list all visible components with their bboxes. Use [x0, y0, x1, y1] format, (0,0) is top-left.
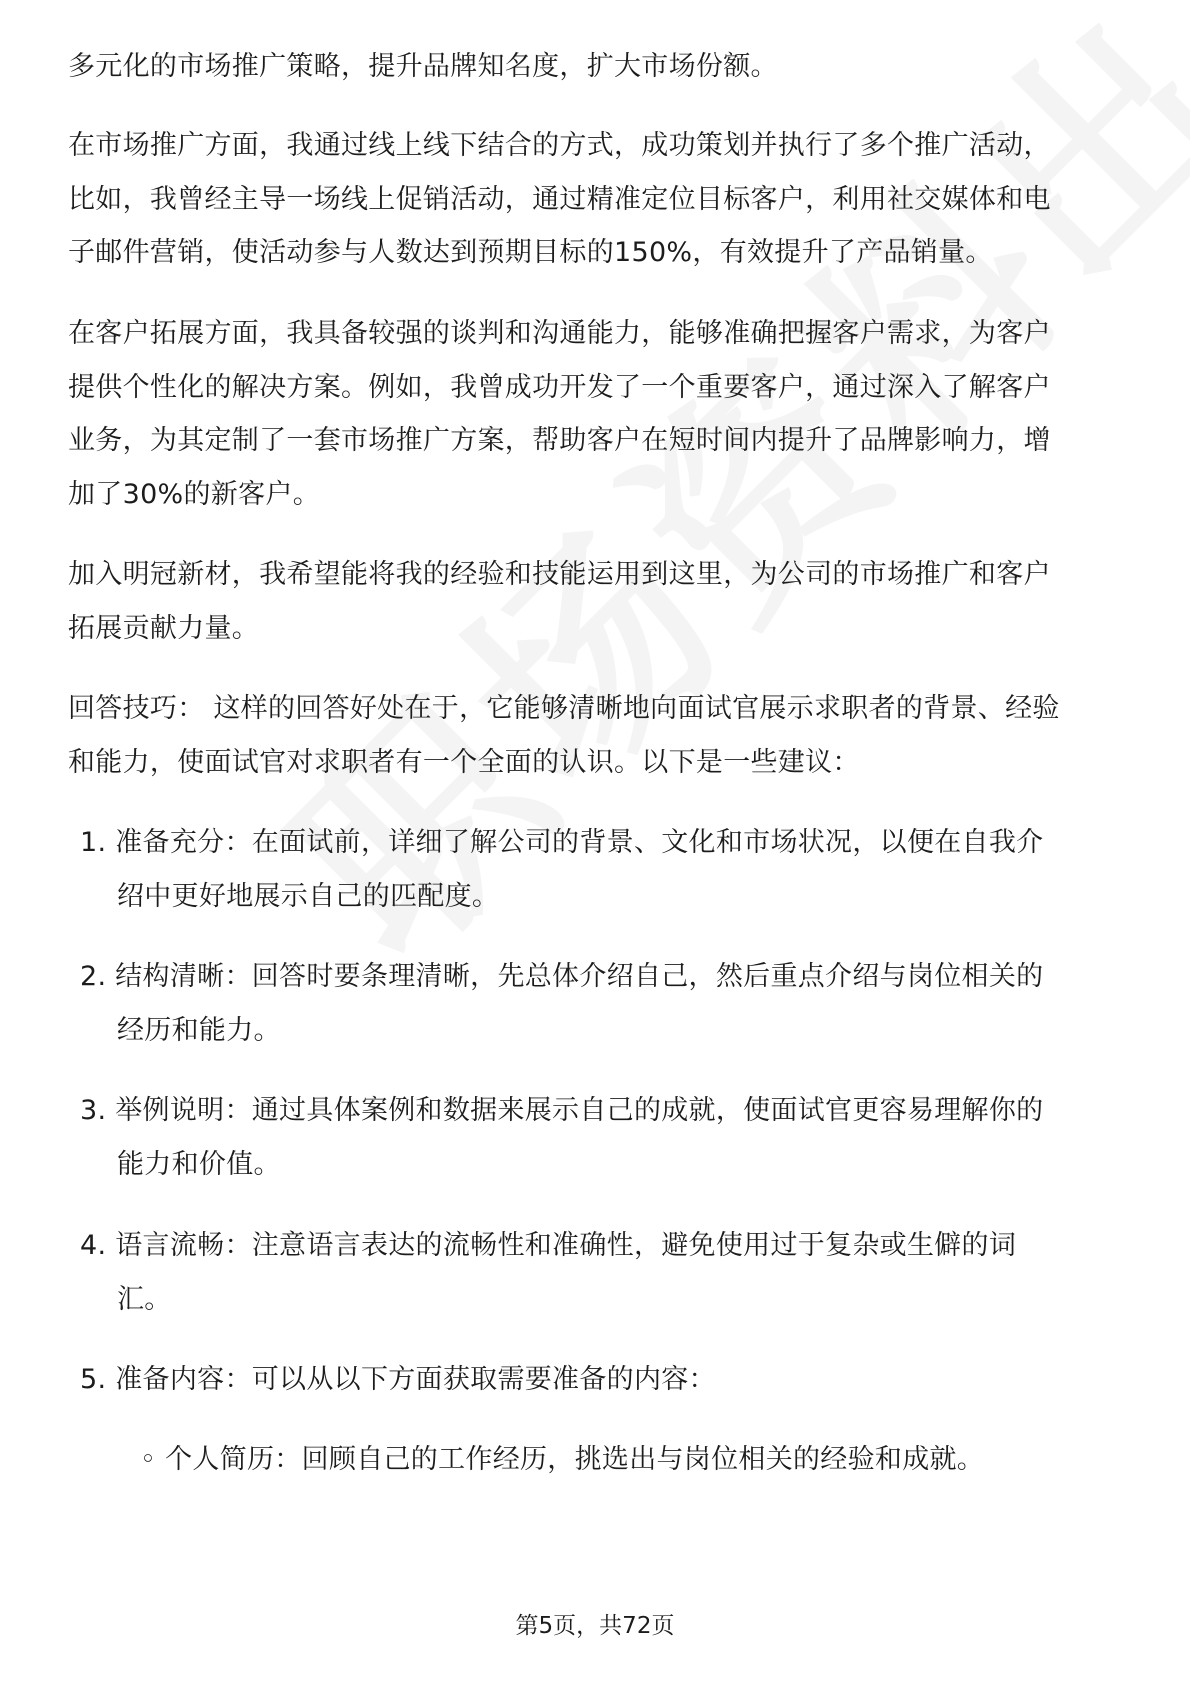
- paragraph-line: 提供个性化的解决方案。例如，我曾成功开发了一个重要客户，通过深入了解客户: [68, 372, 1051, 403]
- sub-list-item: ◦ 个人简历：回顾自己的工作经历，挑选出与岗位相关的经验和成就。: [140, 1444, 985, 1475]
- list-item: 5. 准备内容：可以从以下方面获取需要准备的内容：: [80, 1364, 716, 1395]
- paragraph-line: 加入明冠新材，我希望能将我的经验和技能运用到这里，为公司的市场推广和客户: [68, 559, 1051, 590]
- paragraph-line: 多元化的市场推广策略，提升品牌知名度，扩大市场份额。: [68, 51, 778, 82]
- page-footer: 第5页，共72页: [515, 1613, 675, 1639]
- paragraph-line: 比如，我曾经主导一场线上促销活动，通过精准定位目标客户，利用社交媒体和电: [68, 184, 1051, 215]
- list-item: 1. 准备充分：在面试前，详细了解公司的背景、文化和市场状况，以便在自我介: [80, 827, 1044, 858]
- paragraph-line: 加了30%的新客户。: [68, 479, 321, 510]
- paragraph-line: 业务，为其定制了一套市场推广方案，帮助客户在短时间内提升了品牌影响力，增: [68, 425, 1051, 456]
- list-item-continuation: 汇。: [117, 1284, 172, 1315]
- list-item-continuation: 经历和能力。: [117, 1015, 281, 1046]
- list-item-continuation: 能力和价值。: [117, 1149, 281, 1180]
- paragraph-line: 在客户拓展方面，我具备较强的谈判和沟通能力，能够准确把握客户需求，为客户: [68, 318, 1051, 349]
- list-item: 2. 结构清晰：回答时要条理清晰，先总体介绍自己，然后重点介绍与岗位相关的: [80, 961, 1044, 992]
- paragraph-line: 在市场推广方面，我通过线上线下结合的方式，成功策划并执行了多个推广活动，: [68, 130, 1051, 161]
- paragraph-line: 和能力，使面试官对求职者有一个全面的认识。以下是一些建议：: [68, 747, 860, 778]
- list-item-continuation: 绍中更好地展示自己的匹配度。: [117, 881, 500, 912]
- paragraph-line: 拓展贡献力量。: [68, 613, 260, 644]
- list-item: 3. 举例说明：通过具体案例和数据来展示自己的成就，使面试官更容易理解你的: [80, 1095, 1044, 1126]
- list-item: 4. 语言流畅：注意语言表达的流畅性和准确性，避免使用过于复杂或生僻的词: [80, 1230, 1017, 1261]
- tips-heading-line: 回答技巧： 这样的回答好处在于，它能够清晰地向面试官展示求职者的背景、经验: [68, 693, 1060, 724]
- paragraph-line: 子邮件营销，使活动参与人数达到预期目标的150%，有效提升了产品销量。: [68, 237, 993, 268]
